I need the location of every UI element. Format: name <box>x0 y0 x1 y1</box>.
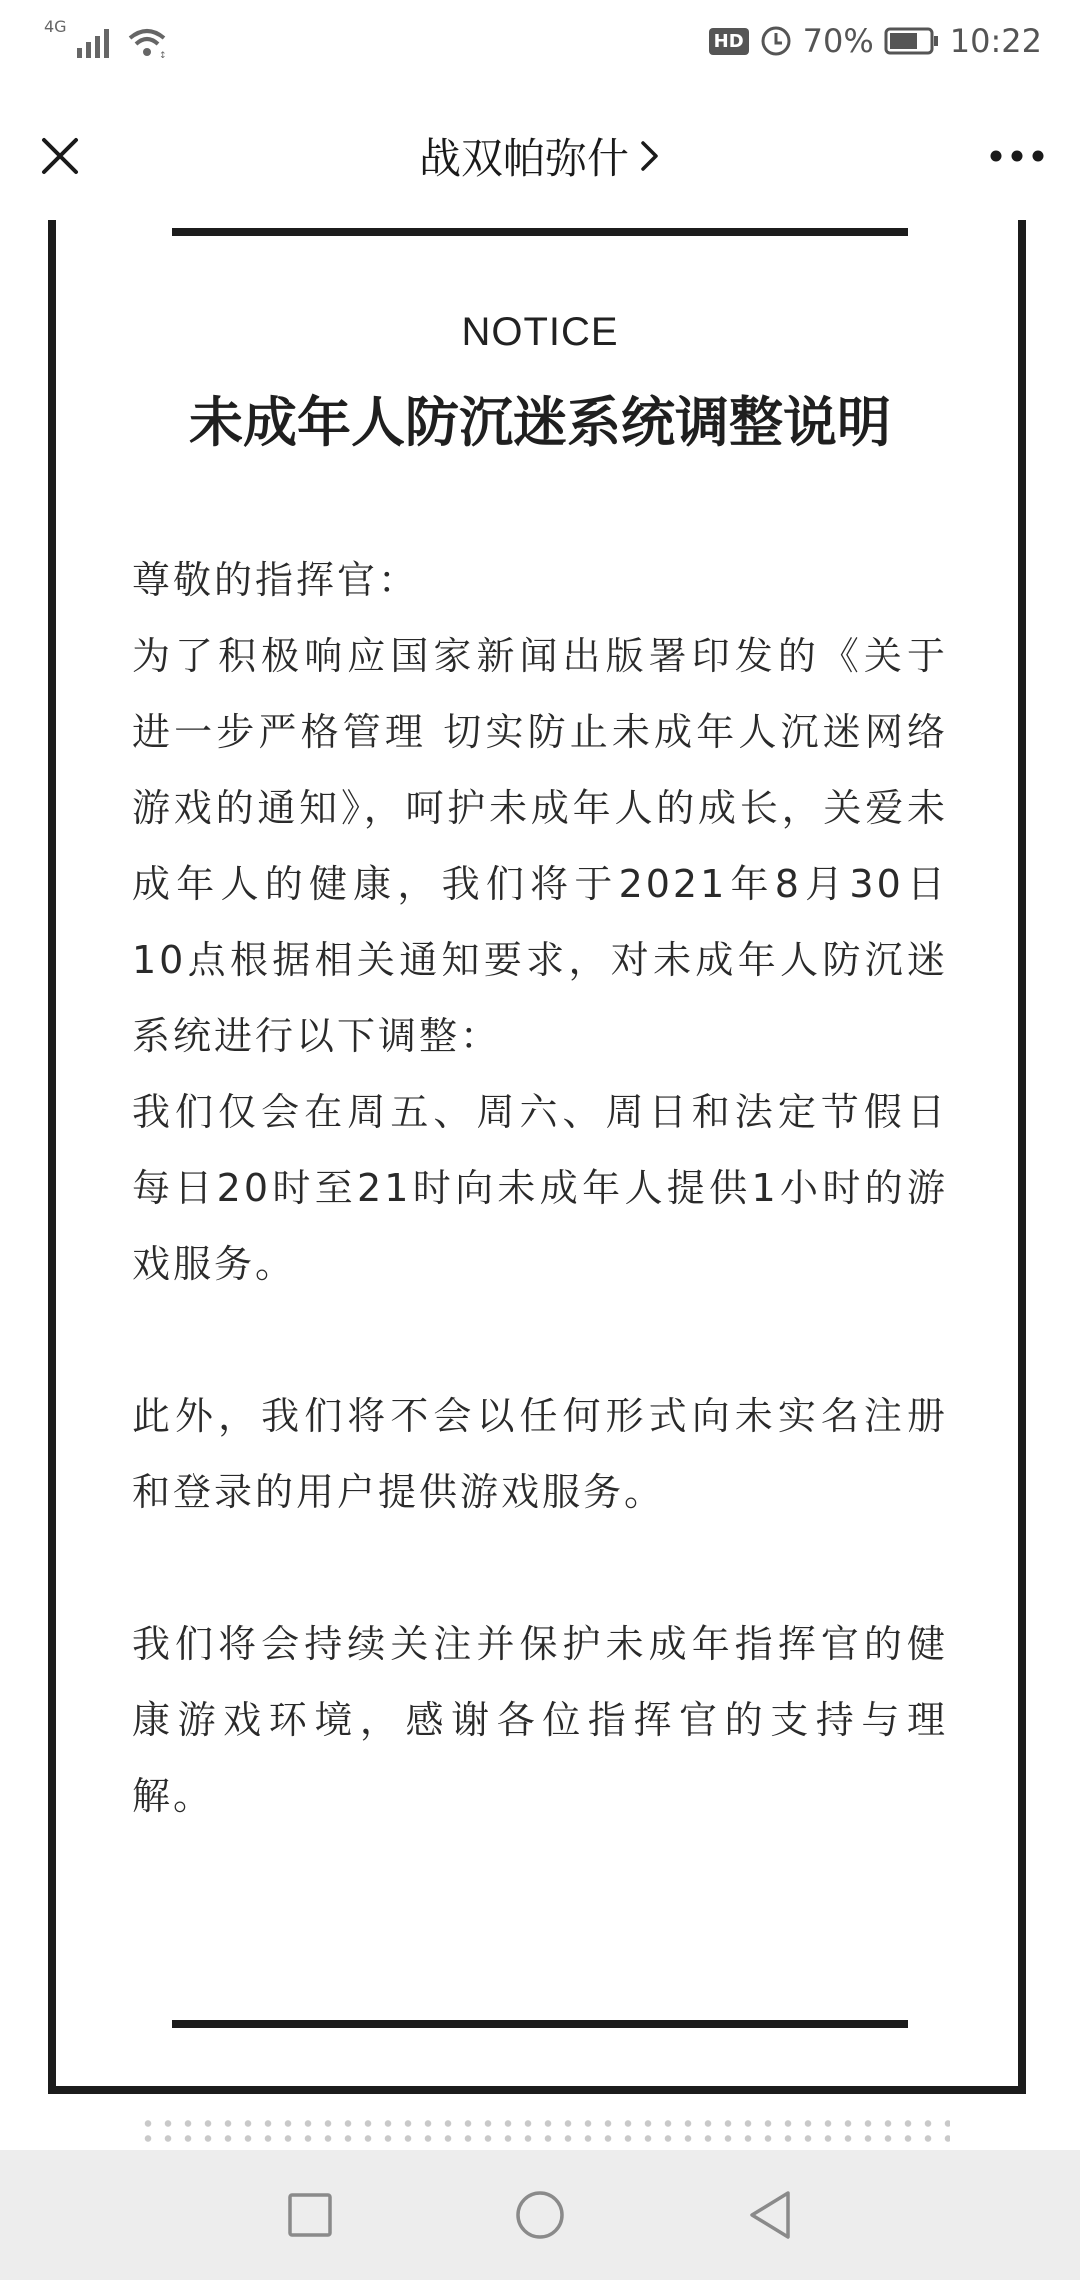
clock: 10:22 <box>949 22 1042 60</box>
system-nav-bar <box>0 2150 1080 2280</box>
battery-percent: 70% <box>802 22 874 60</box>
close-icon <box>40 136 80 176</box>
notice-title: 未成年人防沉迷系统调整说明 <box>189 391 891 454</box>
recents-button[interactable] <box>280 2185 340 2245</box>
hd-badge: HD <box>709 28 749 55</box>
close-button[interactable] <box>28 124 92 188</box>
status-left <box>44 17 167 58</box>
paragraph: 为了积极响应国家新闻出版署印发的《关于进一步严格管理 切实防止未成年人沉迷网络游戏的通知》，呵护未成年人的成长，关爱未成年人的健康，我们将于2021年8月30日10点根据相关通知要求，对未成年人防沉迷系统进行以下调整： <box>132 634 948 1058</box>
back-button[interactable] <box>740 2185 800 2245</box>
network-type: 4G <box>44 17 67 36</box>
paragraph: 我们仅会在周五、周六、周日和法定节假日每日20时至21时向未成年人提供1小时的游戏服务。 <box>132 1090 948 1286</box>
svg-text:↕: ↕ <box>158 51 167 58</box>
data-saver-icon <box>759 24 793 58</box>
bottom-divider <box>172 2020 908 2028</box>
greeting: 尊敬的指挥官： <box>132 558 420 602</box>
dotted-decoration <box>138 2116 950 2146</box>
status-right <box>709 22 1042 60</box>
nav-bar <box>0 92 1080 221</box>
paragraph-gap <box>132 1530 948 1606</box>
chevron-right-icon <box>639 139 661 173</box>
paragraph: 我们将会持续关注并保护未成年指挥官的健康游戏环境，感谢各位指挥官的支持与理解。 <box>132 1622 948 1818</box>
battery-icon <box>884 26 940 56</box>
cellular-signal-icon <box>77 26 117 58</box>
account-name: 战双帕弥什 <box>418 134 629 183</box>
more-button[interactable] <box>982 126 1052 186</box>
top-divider <box>172 228 908 236</box>
triangle-back-icon <box>746 2189 794 2241</box>
paragraph: 此外，我们将不会以任何形式向未实名注册和登录的用户提供游戏服务。 <box>132 1394 948 1514</box>
wifi-icon <box>127 26 167 58</box>
circle-icon <box>514 2189 566 2241</box>
status-bar <box>0 0 1080 92</box>
home-button[interactable] <box>510 2185 570 2245</box>
more-icon <box>989 149 1045 163</box>
paragraph-gap <box>132 1302 948 1378</box>
article-content[interactable] <box>0 220 1080 2150</box>
account-title-link[interactable] <box>240 126 840 186</box>
notice-label: NOTICE <box>461 310 619 354</box>
notice-body <box>132 542 948 1834</box>
square-icon <box>287 2192 333 2238</box>
